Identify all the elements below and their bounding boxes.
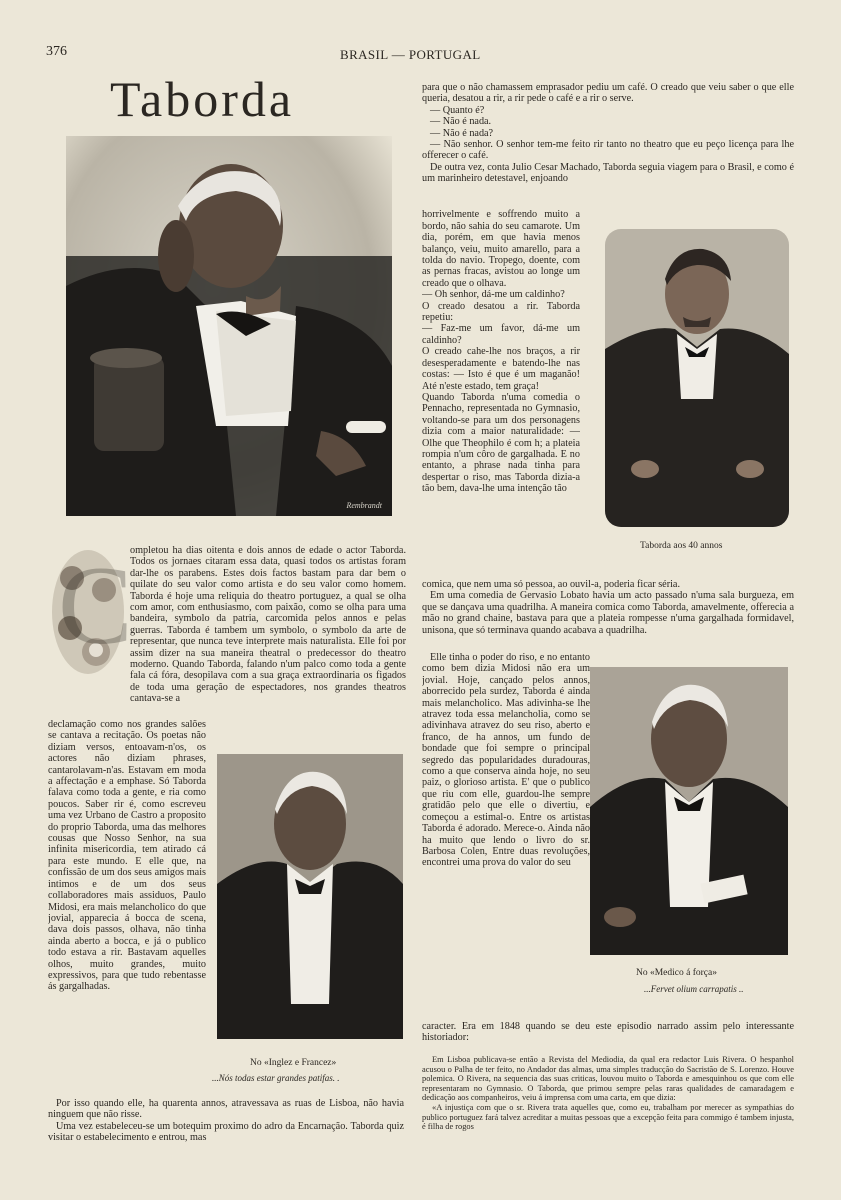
dialogue-2: — Não é nada. <box>430 116 492 128</box>
right-top-para-2: De outra vez, conta Julio Cesar Machado, Taborda seguia viagem para o Brasil, e como é um marinheiro detestavel, enjoando <box>422 161 794 185</box>
caption-medico-title: No «Medico á força» <box>636 968 717 978</box>
caption-inglez-title: No «Inglez e Francez» <box>250 1058 337 1068</box>
dropcap-letter: C <box>58 544 133 668</box>
intro-text: ompletou ha dias oitenta e dois annos de edade o actor Taborda. Todos os jornaes citaram essa data, quasi todos os artistas foram dar-lhe os parabens. Estes dois factos bastam para dar bem o quilate do seu valor como artista e do seu valor como homem. Taborda é hoje uma reliquia do theatro portuguez, a qual se olha com amor, com enthusiasmo, com paixão, como se olha para uma bandeira, symbolo da patria, carcomida pelos annos e pelas guerras. Taborda é tambem um symbolo, o symbolo da arte de representar, que nunca teve interprete mais naturalista. Elle foi por assim dizer na sua maneira theatral o predecessor do theatro moderno. Quando Taborda, falando n'um palco como toda a gente fala cá fóra, desopilava com a sua graça extraordinaria os figados de toda uma geração de espectadores, nos grandes theatros cantava-se a <box>130 545 406 705</box>
page-number: 376 <box>46 44 67 59</box>
left-bottom-para-2: Uma vez estabeleceu-se um botequim proximo do adro da Encarnação. Taborda quiz visitar o estabelecimento e entrou, mas <box>48 1120 404 1144</box>
portrait-aos-40-annos <box>605 229 789 527</box>
portrait-medico-a-forca <box>590 667 788 955</box>
dialogue-1: — Quanto é? <box>430 104 485 116</box>
wide-end-text <box>422 1021 794 1045</box>
left-column-text: declamação como nos grandes salões se cantava a recitação. Os poetas não diziam versos, entoavam-n'os, os actores não diziam phrases, cantarolavam-n'as. Estavam em moda a affectação e a emphase. Só Taborda falava como toda a gente, e ria como poucos. Saber rir é, como escreveu uma vez Urbano de Castro a proposito do proprio Taborda, uma das melhores cousas que Nosso Senhor, na sua infinita misericordia, tem atirado cá para este mundo. E elle que, na confissão de um dos seus amigos mais intimos e de um dos seus collaboradores mais assiduos, Paulo Midosi, era mais melancholico do que jovial, apparecia á bocca de scena, dava dois passos, olhava, não tinha ainda aberto a bocca, e já o publico todo estava a rir. Bastavam aquelles olhos, muito grandes, muito expressivos, para que tudo rebentasse ás gargalhadas. <box>48 719 206 993</box>
footnote <box>422 1055 794 1163</box>
footnote-para-1: Em Lisboa publicava-se então a Revista del Mediodia, da qual era redactor Luis Rivera. O hespanhol acusou o Palha de ter feito, no Andador das almas, uma simples traducção do Sacristão de S. Lorenzo. Houve polemica. O Rivera, na sequencia das suas criticas, louvou muito o Taborda e amesquinhou os que com elle representaram no Gymnasio. O Taborda, que primou sempre pelas raras qualidades de camaradagem e dedicação aos companheiros, veiu á imprensa com uma carta, em que dizia: <box>422 1055 794 1103</box>
middle-column-2 <box>422 652 590 1020</box>
dialogue-3: — Não é nada? <box>430 127 494 139</box>
caption-inglez-sub: ...Nós todas estar grandes patifas. . <box>212 1073 340 1083</box>
wide-middle-para-2: Em uma comedia de Gervasio Lobato havia um acto passado n'uma sala burgueza, em que se dançava uma quadrilha. A maneira comica como Taborda, amavelmente, offerecia a mão no grand chaine, bastava para que a plateia rompesse n'uma gargalhada formidavel, unisona, que só terminava quando acabava a quadrilha. <box>422 590 794 636</box>
left-bottom-text <box>48 1098 404 1160</box>
wide-end-para: caracter. Era em 1848 quando se deu este episodio narrado assim pelo interessante historiador: <box>422 1021 794 1044</box>
portrait-inglez-francez <box>217 754 403 1039</box>
main-portrait <box>66 136 392 516</box>
footnote-para-2: «A injustiça com que o sr. Rivera trata aquelles que, como eu, trabalham por merecer as sympathias do publico portuguez fará talvez acreditar a muitas pessoas que a excepção feita para commigo é tambem injusta, é filha de rogos <box>422 1102 794 1132</box>
photo-signature: Rembrandt <box>346 501 382 510</box>
intro-paragraph <box>130 545 406 718</box>
dropcap-medallion <box>50 544 133 676</box>
dialogue-4: — Não senhor. O senhor tem-me feito rir tanto no theatro que eu peço licença para lhe offerecer o café. <box>422 139 794 162</box>
caption-aos-40-annos: Taborda aos 40 annos <box>640 541 723 551</box>
middle-column-text: horrivelmente e soffrendo muito a bordo, não sahia do seu camarote. Um dia, porém, em que havia menos balanço, veiu, muito amarello, para a tolda do navio. Tropego, doente, com as pernas fracas, avistou ao longe um creado que o olhava. — Oh senhor, dá-me um caldinho? O creado desatou a rir. Taborda repetiu: — Faz-me um favor, dá-me um caldinho? O creado cahe-lhe nos braços, a rir desesperadamente e batendo-lhe nas costas: — Isto é que é um maganão! Até n'este estado, tem graça! Quando Taborda n'uma comedia o Pennacho, representada no Gymnasio, voltando-se para um dos personagens dizia com a maior naturalidade: — Olhe que Theophilo é com h; a plateia rompia n'um côro de gargalhada. E no entanto, a phrase nada tinha para despertar o riso, mas Taborda dizia-a tão bem, dava-lhe uma intenção tão <box>422 209 580 495</box>
left-bottom-para-1: Por isso quando elle, ha quarenta annos, atravessava as ruas de Lisboa, não havia ninguem que não risse. <box>48 1098 404 1121</box>
middle-column-2-text: Elle tinha o poder do riso, e no entanto como bem dizia Midosi não era um jovial. Hoje, cançado pelos annos, aborrecido pela surdez, Taborda é ainda mais melancholico. Mas adivinha-se lhe atravez toda essa melancholia, como se adivinhava atravez do seu riso, aberto e franco, de ha annos, um fundo de bondade que foi sempre o principal segredo das popularidades duradouras, como a que conserva ainda hoje, no seu paiz, o glorioso artista. E' que o publico que riu com elle, guardou-lhe sempre gratidão pelo que elle o divertiu, e começou a estimal-o. Entre os artistas Taborda é adorado. Merece-o. Ainda não ha muito que lendo o livro do sr. Barbosa Colen, Entre duas revoluções, encontrei uma prova do valor do seu <box>422 652 590 869</box>
wide-middle-para-1: comica, que nem uma só pessoa, ao ouvil-a, poderia ficar séria. <box>422 579 680 590</box>
wide-middle-text <box>422 579 794 649</box>
middle-column <box>422 198 580 578</box>
right-top-para-1: para que o não chamassem emprasador pediu um café. O creado que veiu saber o que elle queria, desatou a rir, a rir pede o café e a rir o serve. <box>422 82 794 105</box>
right-top-text <box>422 82 794 196</box>
caption-medico-sub: ...Fervet olium carrapatis .. <box>644 984 744 994</box>
left-column <box>48 719 206 1094</box>
article-title: Taborda <box>110 71 295 127</box>
running-title: BRASIL — PORTUGAL <box>340 47 481 62</box>
